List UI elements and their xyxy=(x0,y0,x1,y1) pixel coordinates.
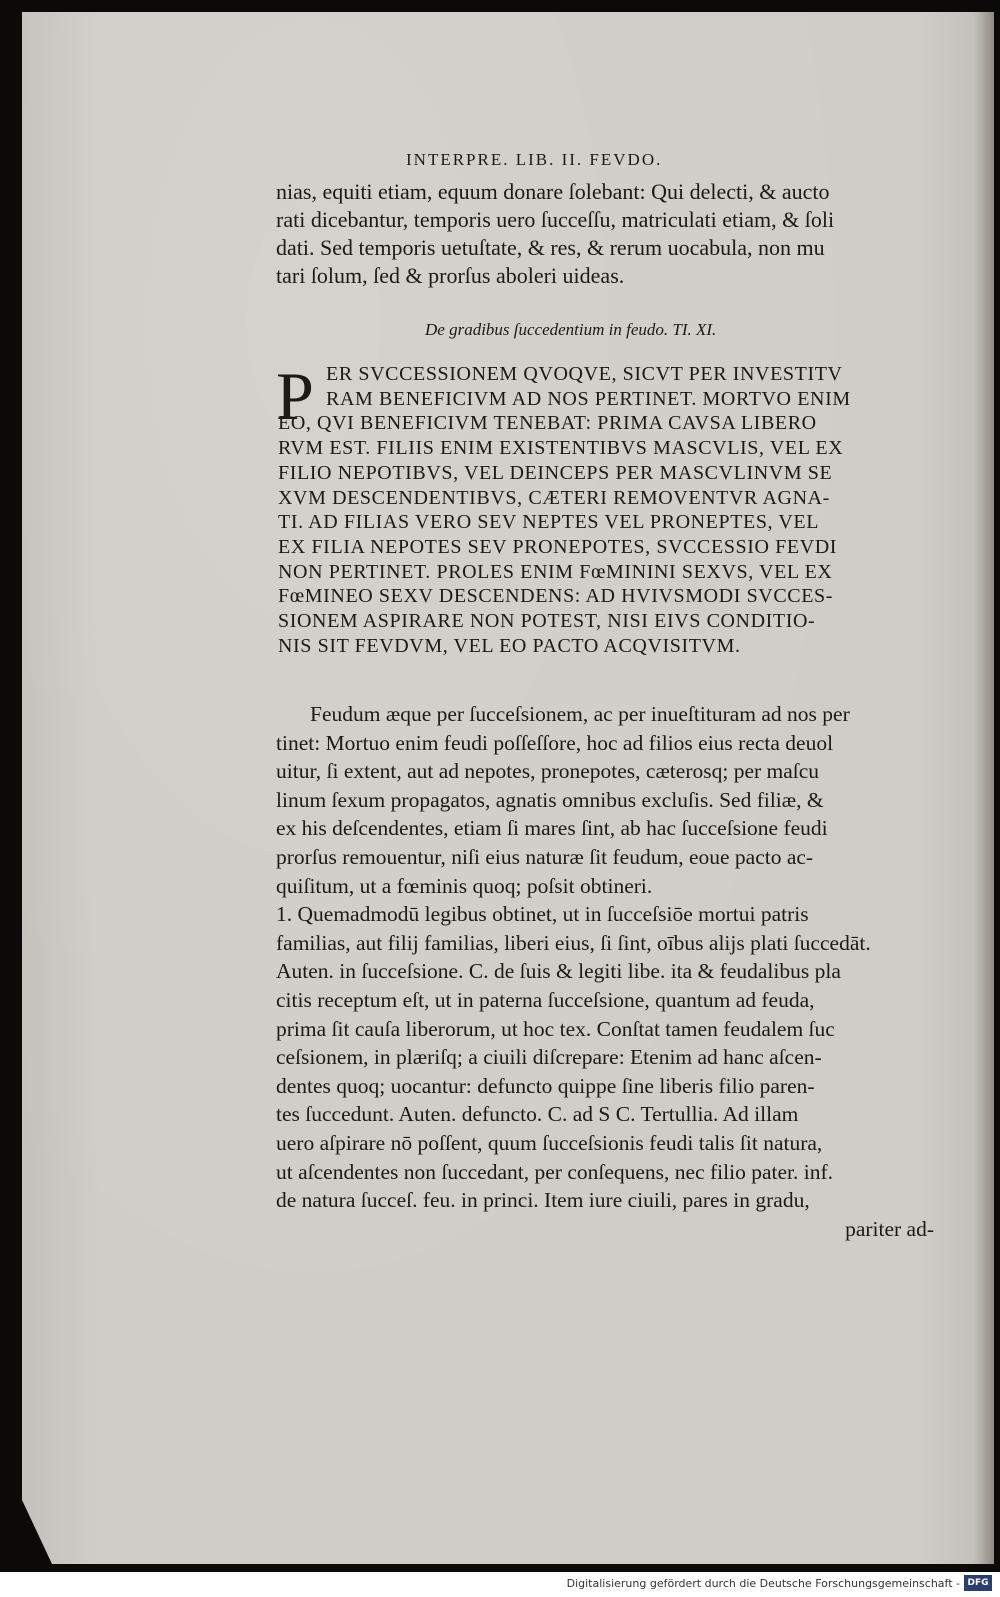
funding-credit: Digitalisierung gefördert durch die Deutsche Forschungsgemeinschaft - xyxy=(566,1577,960,1590)
text-line: 1. Quemadmodū legibus obtinet, ut in ſucceſsiōe mortui patris xyxy=(276,902,809,927)
text-line: ex his deſcendentes, etiam ſi mares ſint, ab hac ſucceſsione feudi xyxy=(276,816,828,841)
text-line: uero aſpirare nō poſſent, quum ſucceſsionis feudi talis ſit natura, xyxy=(276,1130,823,1155)
text-line: ut aſcendentes non ſuccedant, per conſequens, nec filio pater. inf. xyxy=(276,1159,833,1184)
text-line: TI. AD FILIAS VERO SEV NEPTES VEL PRONEPTES, VEL xyxy=(278,511,820,534)
running-head: INTERPRE. LIB. II. FEVDO. xyxy=(406,150,663,169)
page-corner-shadow xyxy=(22,1500,52,1564)
text-line: dentes quoq; uocantur: defuncto quippe ſine liberis filio paren- xyxy=(276,1073,815,1098)
text-line: tari ſolum, ſed & prorſus aboleri uideas. xyxy=(276,263,625,288)
page-gutter-shadow xyxy=(974,12,994,1564)
text-line: quiſitum, ut a fœminis quoq; poſsit obtineri. xyxy=(276,873,653,898)
text-line: RVM EST. FILIIS ENIM EXISTENTIBVS MASCVLIS, VEL EX xyxy=(278,437,844,460)
text-line: Auten. in ſucceſsione. C. de ſuis & legiti libe. ita & feudalibus pla xyxy=(276,959,841,984)
text-line: citis receptum eſt, ut in paterna ſucceſsione, quantum ad feuda, xyxy=(276,987,815,1012)
text-line: NON PERTINET. PROLES ENIM FœMININI SEXVS, VEL EX xyxy=(278,560,833,583)
catchword: pariter ad- xyxy=(845,1216,934,1241)
text-line: uitur, ſi extent, aut ad nepotes, pronepotes, cæterosq; per maſcu xyxy=(276,759,820,784)
text-line: FILIO NEPOTIBVS, VEL DEINCEPS PER MASCVLINVM SE xyxy=(278,461,833,484)
text-line: prorſus remouentur, niſi eius naturæ ſit feudum, eoue pacto ac- xyxy=(276,844,814,869)
commentary-text xyxy=(276,700,944,1243)
text-line: dati. Sed temporis uetuſtate, & res, & rerum uocabula, non mu xyxy=(276,235,825,260)
text-line: EO, QVI BENEFICIVM TENEBAT: PRIMA CAVSA LIBERO xyxy=(278,412,817,435)
text-line: tinet: Mortuo enim feudi poſſeſſore, hoc ad filios eius recta deuol xyxy=(276,730,834,755)
text-line: ceſsionem, in plæriſq; a ciuili diſcrepare: Etenim ad hanc aſcen- xyxy=(276,1045,822,1070)
dfg-logo[interactable]: DFG xyxy=(964,1575,992,1591)
text-line: RAM BENEFICIVM AD NOS PERTINET. MORTVO ENIM xyxy=(326,387,851,410)
text-line: ER SVCCESSIONEM QVOQVE, SICVT PER INVESTITV xyxy=(326,363,843,385)
text-line: nias, equiti etiam, equum donare ſolebant: Qui delecti, & aucto xyxy=(276,179,830,204)
text-line: familias, aut filij familias, liberi eius, ſi ſint, oībus alijs plati ſuccedāt. xyxy=(276,930,871,955)
text-line: de natura ſucceſ. feu. in princi. Item iure ciuili, pares in gradu, xyxy=(276,1188,810,1213)
capitals-statute xyxy=(276,358,938,658)
text-line: XVM DESCENDENTIBVS, CÆTERI REMOVENTVR AGNA- xyxy=(278,486,830,509)
text-line: linum ſexum propagatos, agnatis omnibus excluſis. Sed filiæ, & xyxy=(276,787,824,812)
text-line: SIONEM ASPIRARE NON POTEST, NISI EIVS CONDITIO- xyxy=(278,610,816,633)
section-title: De gradibus ſuccedentium in feudo. TI. XI. xyxy=(425,320,717,339)
drop-capital: P xyxy=(276,358,315,434)
text-line: Feudum æque per ſucceſsionem, ac per inueſtituram ad nos per xyxy=(310,702,850,726)
footer-bar xyxy=(0,1572,1000,1597)
text-line: FœMINEO SEXV DESCENDENS: AD HVIVSMODI SVCCES- xyxy=(278,585,834,608)
text-line: rati dicebantur, temporis uero ſucceſſu, matriculati etiam, & ſoli xyxy=(276,207,835,232)
text-line: NIS SIT FEVDVM, VEL EO PACTO ACQVISITVM. xyxy=(278,634,741,657)
text-line: EX FILIA NEPOTES SEV PRONEPOTES, SVCCESSIO FEVDI xyxy=(278,535,838,558)
intro-paragraph xyxy=(276,178,926,290)
text-line: tes ſuccedunt. Auten. defuncto. C. ad S C. Tertullia. Ad illam xyxy=(276,1102,799,1127)
text-line: prima ſit cauſa liberorum, ut hoc tex. Conſtat tamen feudalem ſuc xyxy=(276,1016,835,1041)
